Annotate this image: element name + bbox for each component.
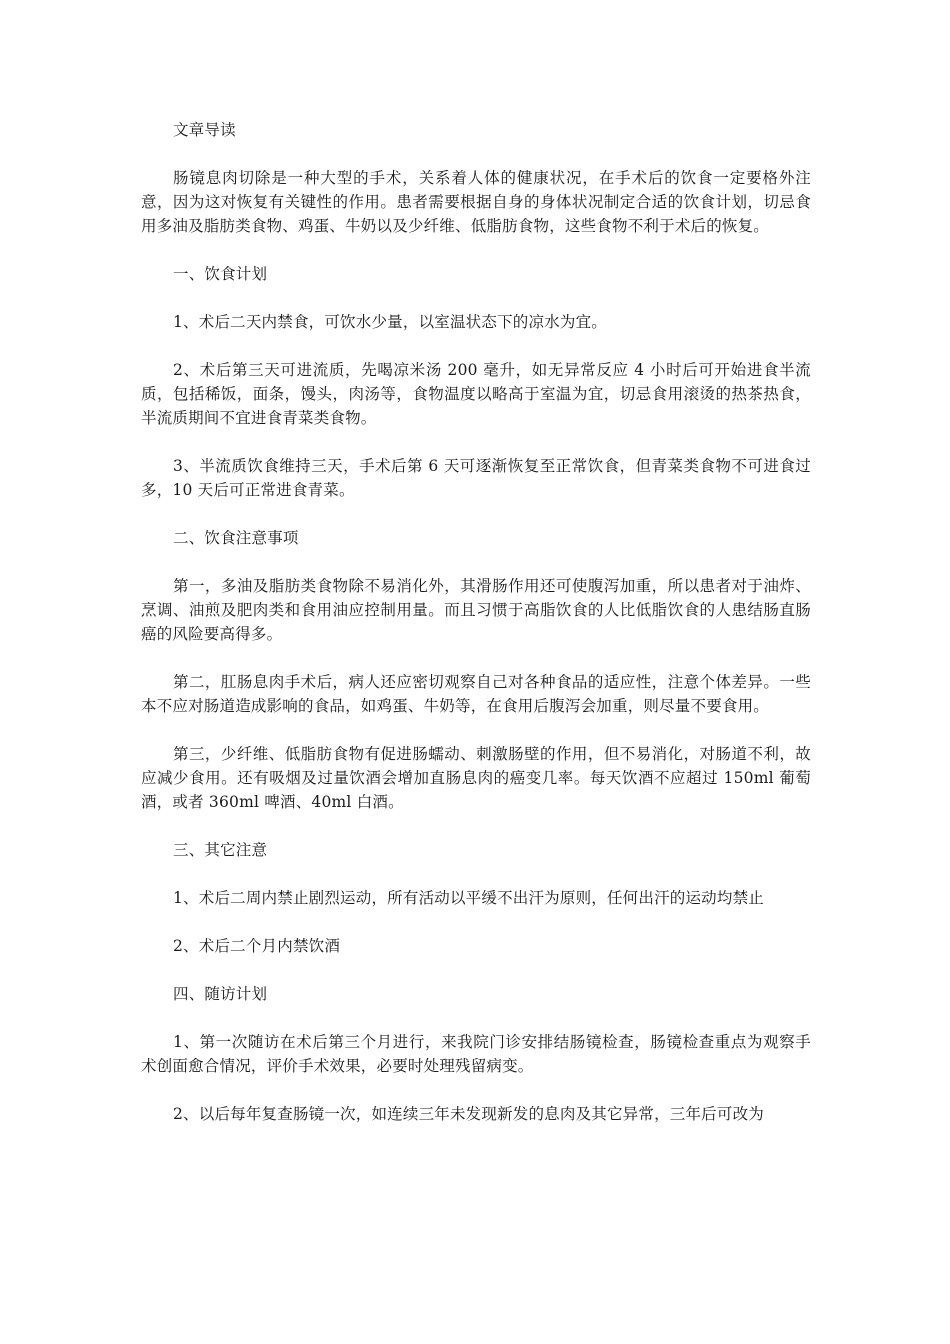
intro-paragraph: 肠镜息肉切除是一种大型的手术，关系着人体的健康状况，在手术后的饮食一定要格外注意，因为这对恢复有关键性的作用。患者需要根据自身的身体状况制定合适的饮食计划，切忌食用多油及脂肪类食物、鸡蛋、牛奶以及少纤维、低脂肪食物，这些食物不利于术后的恢复。 [141,169,811,235]
diet-notes-item: 第二，肛肠息肉手术后，病人还应密切观察自己对各种食品的适应性，注意个体差异。一些本不应对肠道造成影响的食品，如鸡蛋、牛奶等，在食用后腹泻会加重，则尽量不要食用。 [141,673,811,715]
section-heading-diet-plan: 一、饮食计划 [173,265,268,283]
diet-plan-item: 3、半流质饮食维持三天，手术后第 6 天可逐渐恢复至正常饮食，但青菜类食物不可进食过多，10 天后可正常进食青菜。 [141,457,811,499]
article-body [141,118,811,1150]
other-notes-item: 1、术后二周内禁止剧烈运动，所有活动以平缓不出汗为原则，任何出汗的运动均禁止 [173,889,764,907]
section-heading-diet-notes: 二、饮食注意事项 [173,529,299,547]
other-notes-item: 2、术后二个月内禁饮酒 [173,937,341,955]
section-heading-other-notes: 三、其它注意 [173,841,268,859]
diet-plan-item: 2、术后第三天可进流质，先喝凉米汤 200 毫升，如无异常反应 4 小时后可开始进食半流质，包括稀饭，面条，馒头，肉汤等，食物温度以略高于室温为宜，切忌食用滚烫的热茶热食，半流质期间不宜进食青菜类食物。 [141,361,811,427]
section-heading-follow-up: 四、随访计划 [173,985,268,1003]
follow-up-item: 1、第一次随访在术后第三个月进行，来我院门诊安排结肠镜检查，肠镜检查重点为观察手术创面愈合情况，评价手术效果，必要时处理残留病变。 [141,1033,811,1075]
diet-notes-item: 第一，多油及脂肪类食物除不易消化外，其滑肠作用还可使腹泻加重，所以患者对于油炸、烹调、油煎及肥肉类和食用油应控制用量。而且习惯于高脂饮食的人比低脂饮食的人患结肠直肠癌的风险要高得多。 [141,577,811,643]
diet-plan-item: 1、术后二天内禁食，可饮水少量，以室温状态下的凉水为宜。 [173,313,607,331]
follow-up-item: 2、以后每年复查肠镜一次，如连续三年未发现新发的息肉及其它异常，三年后可改为 [173,1105,764,1123]
intro-heading: 文章导读 [173,121,236,139]
diet-notes-item: 第三，少纤维、低脂肪食物有促进肠蠕动、刺激肠壁的作用，但不易消化，对肠道不利，故应减少食用。还有吸烟及过量饮酒会增加直肠息肉的癌变几率。每天饮酒不应超过 150ml 葡萄酒，或者 360ml 啤酒、40ml 白酒。 [141,745,811,811]
